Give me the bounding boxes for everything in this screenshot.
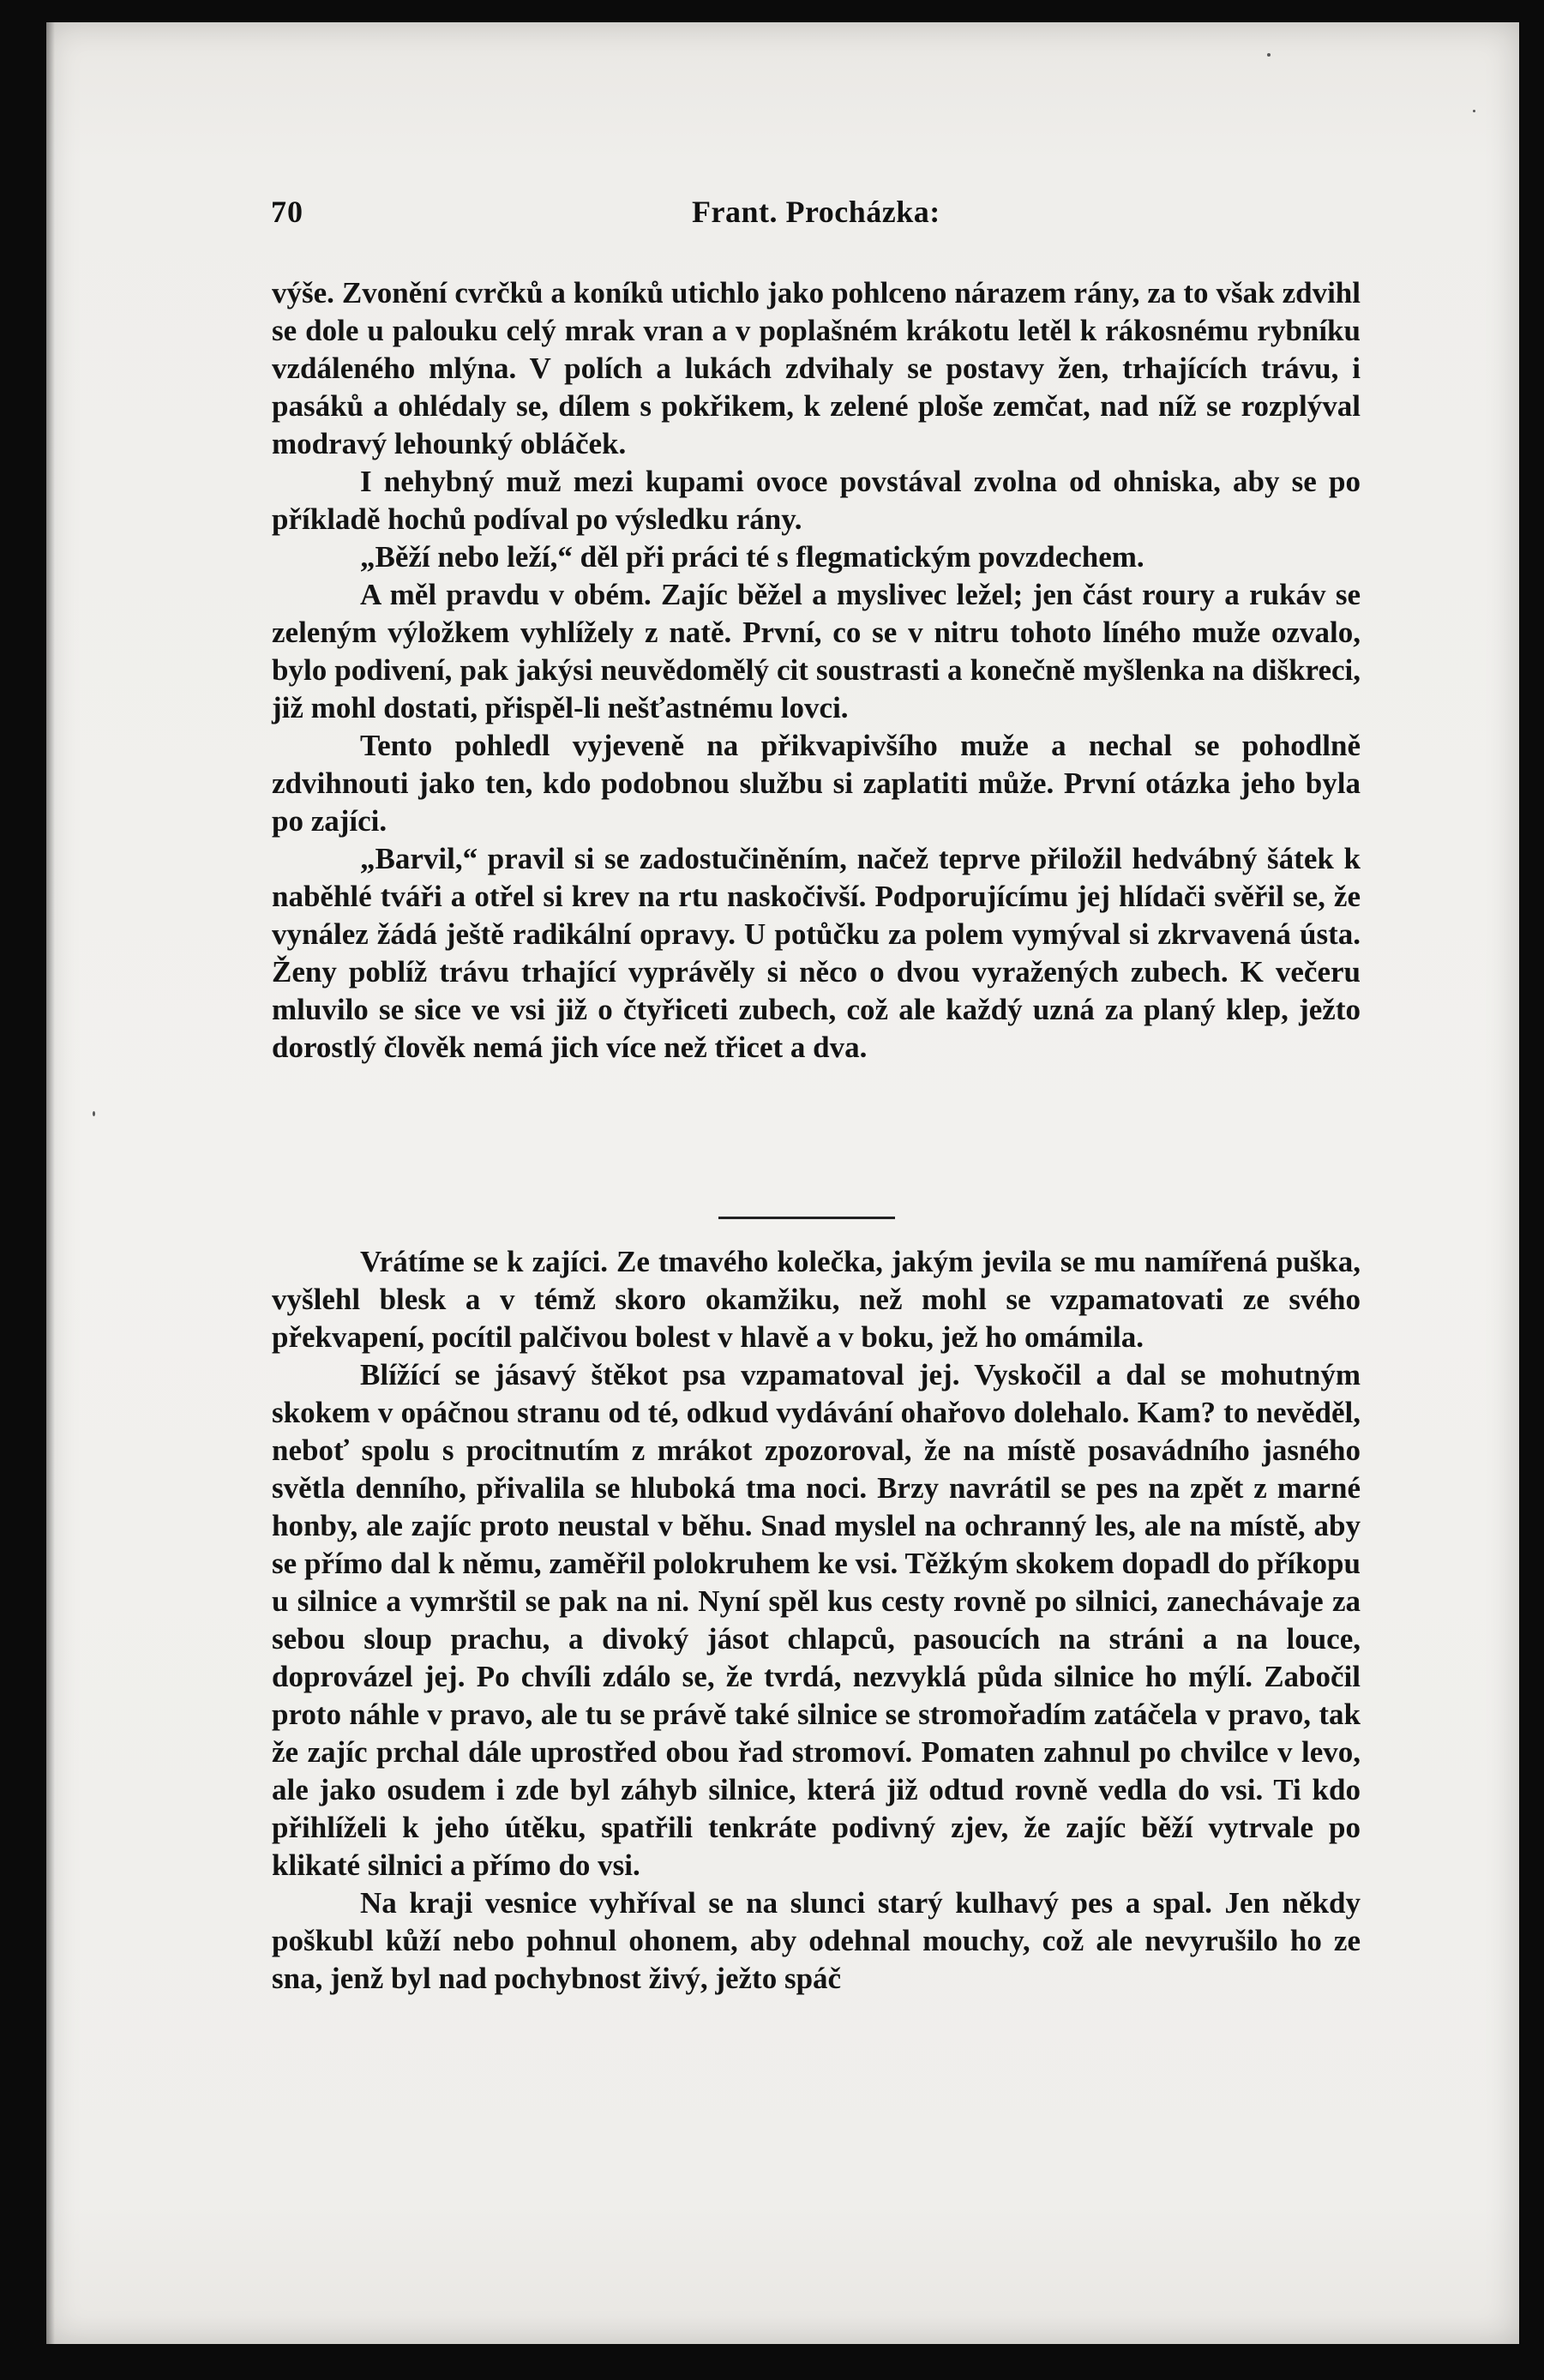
paragraph: Vrátíme se k zajíci. Ze tmavého kolečka, jakým jevila se mu namířená puška, vyšlehl blesk a v témž skoro okamžiku, než mohl se vzpamatovati ze svého překvapení, pocítil palčivou bolest v hlavě a v boku, jež ho omámila.: [272, 1245, 1361, 1354]
paragraph: Tento pohledl vyjeveně na přikvapivšího muže a nechal se pohodlně zdvihnouti jako ten, kdo podobnou službu si zaplatiti může. První otázka jeho byla po zajíci.: [272, 729, 1361, 838]
paper-speck: [93, 1111, 95, 1116]
section-divider: [718, 1217, 895, 1219]
paragraph: Blížící se jásavý štěkot psa vzpamatoval jej. Vyskočil a dal se mohutným skokem v opáčnou stranu od té, odkud vydávání ohařovo dolehalo. Kam? to nevěděl, neboť spolu s procitnutím z mrákot zpozoroval, že na místě posavádního jasného světla denního, přivalila se hluboká tma noci. Brzy navrátil se pes na zpět z marné honby, ale zajíc proto neustal v běhu. Snad myslel na ochranný les, ale na místě, aby se přímo dal k němu, zaměřil polokruhem ke vsi. Těžkým skokem dopadl do příkopu u silnice a vymrštil se pak na ni. Nyní spěl kus cesty rovně po silnici, zanechávaje za sebou sloup prachu, a divoký jásot chlapců, pasoucích na stráni a na louce, doprovázel jej. Po chvíli zdálo se, že tvrdá, nezvyklá půda silnice ho mýlí. Zabočil proto náhle v pravo, ale tu se právě také silnice se stromořadím zatáčela v pravo, tak že zajíc prchal dále uprostřed obou řad stromoví. Pomaten zahnul po chvilce v levo, ale jako osudem i zde byl záhyb silnice, která již odtud rovně vedla do vsi. Ti kdo přihlíželi k jeho útěku, spatřili tenkráte podivný zjev, že zajíc běží vytrvale po klikaté silnici a přímo do vsi.: [272, 1358, 1361, 1882]
paragraph: I nehybný muž mezi kupami ovoce povstával zvolna od ohniska, aby se po příkladě hochů podíval po výsledku rány.: [272, 465, 1361, 536]
text-block-section-2: [272, 1243, 1361, 1998]
page-edge-shadow: [46, 22, 55, 2344]
paragraph: „Barvil,“ pravil si se zadostučiněním, načež teprve přiložil hedvábný šátek k naběhlé tváři a otřel si krev na rtu naskočivší. Podporujícímu jej hlídači svěřil se, že vynález žádá ještě radikální opravy. U potůčku za polem vymýval si zkrvavená ústa. Ženy poblíž trávu trhající vyprávěly si něco o dvou vyražených zubech. K večeru mluvilo se sice ve vsi již o čtyřiceti zubech, což ale každý uzná za planý klep, ježto dorostlý člověk nemá jich více než třicet a dva.: [272, 842, 1361, 1064]
paragraph: A měl pravdu v obém. Zajíc běžel a myslivec ležel; jen část roury a rukáv se zeleným výložkem vyhlížely z natě. První, co se v nitru tohoto líného muže ozvalo, bylo podivení, pak jakýsi neuvědomělý cit soustrasti a konečně myšlenka na diškreci, již mohl dostati, přispěl-li nešťastnému lovci.: [272, 578, 1361, 724]
paragraph: Na kraji vesnice vyhříval se na slunci starý kulhavý pes a spal. Jen někdy poškubl kůží nebo pohnul ohonem, aby odehnal mouchy, což ale nevyrušilo ho ze sna, jenž byl nad pochybnost živý, ježto spáč: [272, 1886, 1361, 1995]
paper-speck: [1267, 53, 1271, 57]
page-number: 70: [271, 195, 303, 229]
text-block-section-1: [272, 274, 1361, 1067]
paragraph: výše. Zvonění cvrčků a koníků utichlo jako pohlceno nárazem rány, za to však zdvihl se dole u palouku celý mrak vran a v poplašném krákotu letěl k rákosnému rybníku vzdáleného mlýna. V polích a lukách zdvihaly se postavy žen, trhajících trávu, i pasáků a ohlédaly se, dílem s pokřikem, k zelené ploše zemčat, nad níž se rozplýval modravý lehounký obláček.: [272, 276, 1361, 460]
paper-speck: [1473, 110, 1475, 112]
paragraph: „Běží nebo leží,“ děl při práci té s flegmatickým povzdechem.: [360, 540, 1144, 574]
running-head: Frant. Procházka:: [692, 195, 940, 229]
